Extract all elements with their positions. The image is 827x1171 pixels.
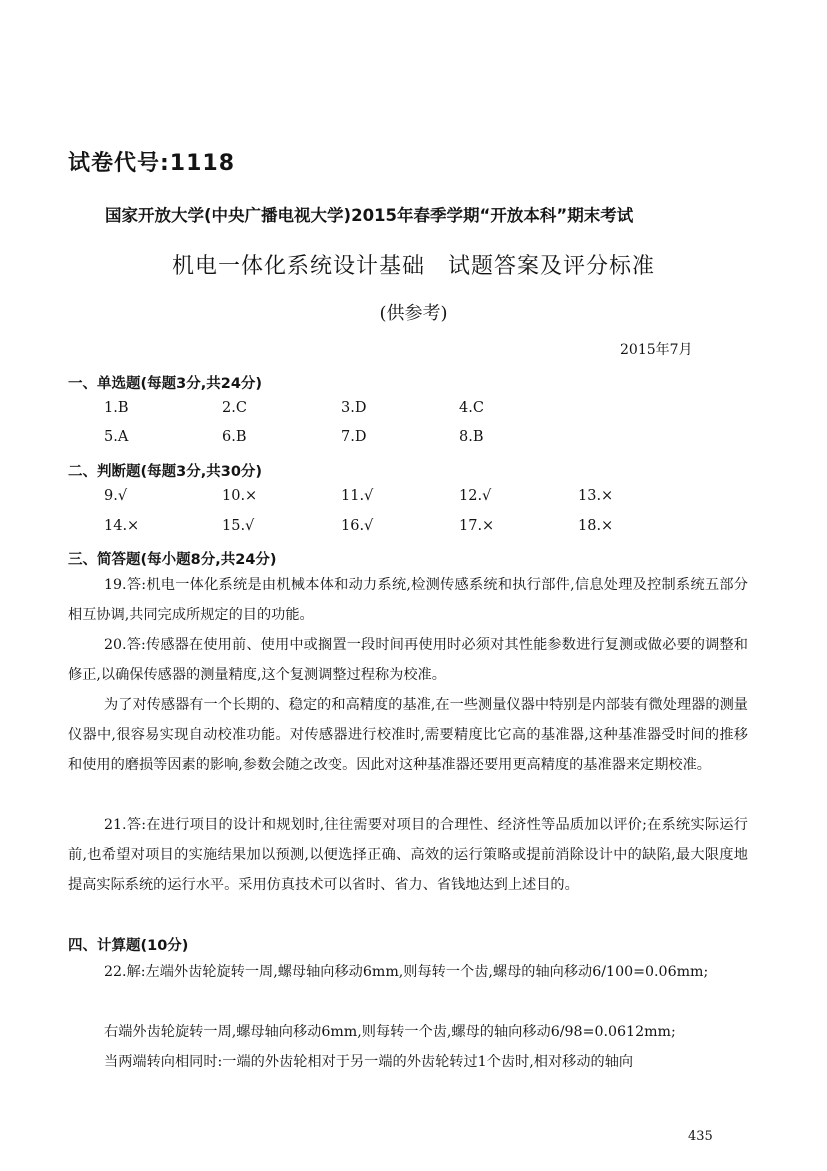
answer-paragraph-19 xyxy=(68,570,748,630)
paragraph-text: 21.答:在进行项目的设计和规划时,往往需要对项目的合理性、经济性等品质加以评价;在系统实际运行前,也希望对项目的实施结果加以预测,以便选择正确、高效的运行策略或提前消除设计中的缺陷,最大限度地提高实际系统的运行水平。采用仿真技术可以省时、省力、省钱地达到上述目的。 xyxy=(68,817,748,893)
answer-item: 9.√ xyxy=(104,488,128,504)
page-number: 435 xyxy=(688,1129,713,1144)
section-heading-true-false: 二、判断题(每题3分,共30分) xyxy=(68,464,263,480)
calculation-paragraph-same-direction xyxy=(68,1047,748,1077)
section-heading-short-answer: 三、简答题(每小题8分,共24分) xyxy=(68,552,277,568)
section-heading-calculation: 四、计算题(10分) xyxy=(68,938,189,954)
paragraph-text: 19.答:机电一体化系统是由机械本体和动力系统,检测传感系统和执行部件,信息处理及控制系统五部分相互协调,共同完成所规定的目的功能。 xyxy=(68,577,748,623)
answer-item: 18.× xyxy=(578,518,614,534)
calculation-paragraph-right-gear xyxy=(68,1017,748,1047)
reference-note: (供参考) xyxy=(379,303,448,324)
answer-item: 11.√ xyxy=(341,488,374,504)
paragraph-text: 右端外齿轮旋转一周,螺母轴向移动6mm,则每转一个齿,螺母的轴向移动6/98=0.0612mm; xyxy=(104,1024,676,1040)
paragraph-text: 20.答:传感器在使用前、使用中或搁置一段时间再使用时必须对其性能参数进行复测或做必要的调整和修正,以确保传感器的测量精度,这个复测调整过程称为校准。 xyxy=(68,637,748,683)
paragraph-text: 22.解:左端外齿轮旋转一周,螺母轴向移动6mm,则每转一个齿,螺母的轴向移动6/100=0.06mm; xyxy=(104,964,709,980)
answer-item: 3.D xyxy=(341,400,367,416)
paper-code: 试卷代号:1118 xyxy=(68,151,236,176)
answer-item: 1.B xyxy=(104,400,129,416)
answer-paragraph-21 xyxy=(68,810,748,900)
paragraph-text: 为了对传感器有一个长期的、稳定的和高精度的基准,在一些测量仪器中特别是内部装有微处理器的测量仪器中,很容易实现自动校准功能。对传感器进行校准时,需要精度比它高的基准器,这种基准器受时间的推移和使用的磨损等因素的影响,参数会随之改变。因此对这种基准器还要用更高精度的基准器来定期校准。 xyxy=(68,697,748,773)
answer-item: 5.A xyxy=(104,429,129,445)
answer-item: 14.× xyxy=(104,518,140,534)
answer-item: 7.D xyxy=(341,429,367,445)
answer-item: 4.C xyxy=(459,400,484,416)
course-title: 机电一体化系统设计基础 试题答案及评分标准 xyxy=(171,254,655,279)
answer-item: 8.B xyxy=(459,429,484,445)
section-heading-single-choice: 一、单选题(每题3分,共24分) xyxy=(68,376,263,392)
answer-item: 15.√ xyxy=(222,518,255,534)
answer-item: 16.√ xyxy=(341,518,374,534)
answer-item: 10.× xyxy=(222,488,258,504)
university-exam-line: 国家开放大学(中央广播电视大学)2015年春季学期“开放本科”期末考试 xyxy=(105,206,634,225)
answer-item: 6.B xyxy=(222,429,247,445)
answer-item: 2.C xyxy=(222,400,247,416)
answer-paragraph-20 xyxy=(68,630,748,690)
answer-item: 17.× xyxy=(459,518,495,534)
exam-date: 2015年7月 xyxy=(620,342,693,358)
answer-item: 12.√ xyxy=(459,488,492,504)
calculation-paragraph-22 xyxy=(68,957,748,987)
answer-item: 13.× xyxy=(578,488,614,504)
answer-paragraph-20-cont xyxy=(68,690,748,780)
paragraph-text: 当两端转向相同时:一端的外齿轮相对于另一端的外齿轮转过1个齿时,相对移动的轴向 xyxy=(104,1054,634,1070)
